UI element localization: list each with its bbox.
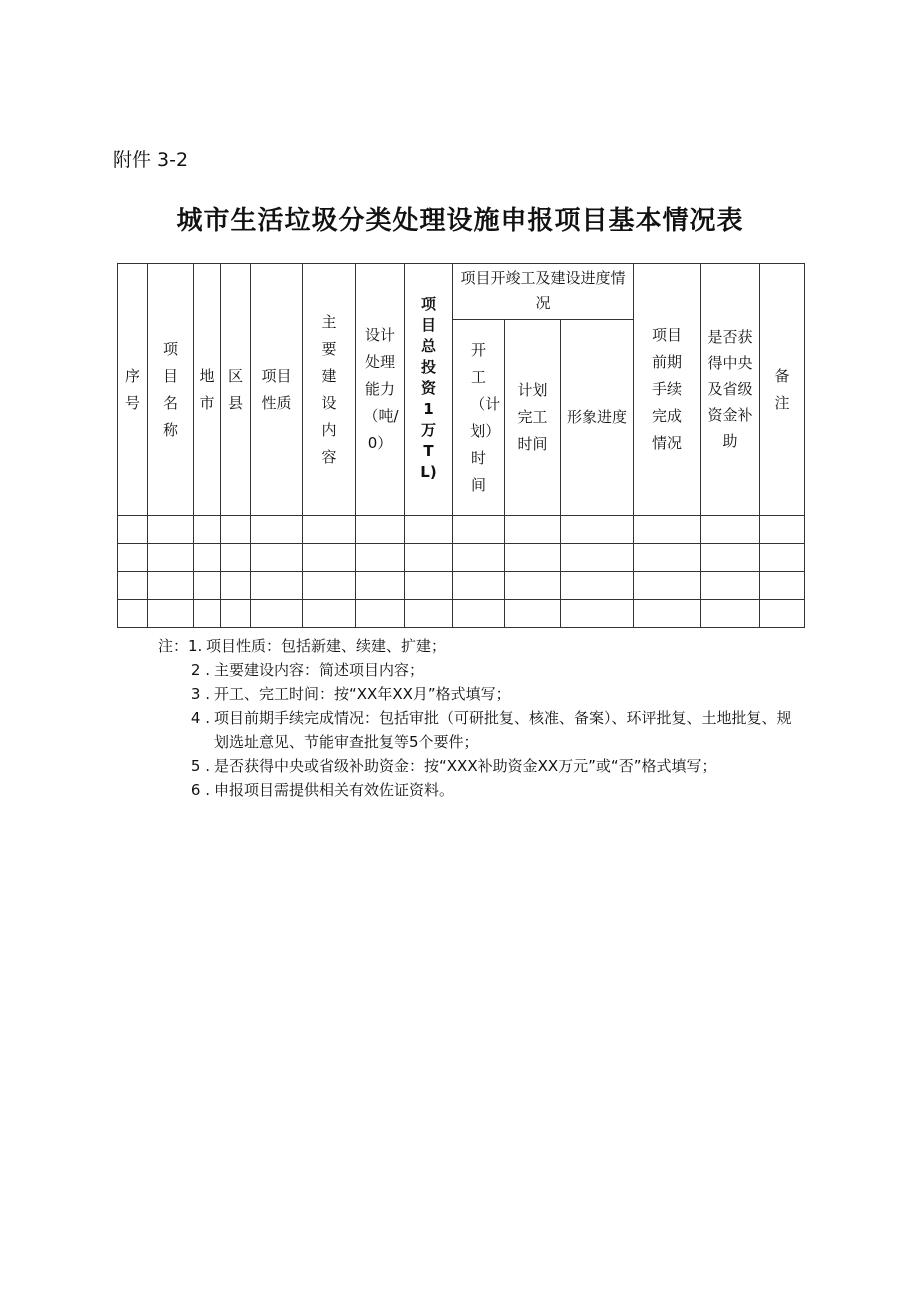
- attachment-label: 附件 3-2: [113, 149, 189, 171]
- header-nature: 项目性质: [251, 264, 303, 516]
- header-seq: 序号: [118, 264, 148, 516]
- note-item: 3 . 开工、完工时间：按“XX年XX月”格式填写；: [190, 685, 511, 703]
- project-info-table: [117, 263, 805, 628]
- header-row-1: [118, 264, 805, 320]
- header-remark: 备注: [760, 264, 805, 516]
- note-item: 5 . 是否获得中央或省级补助资金：按“XXX补助资金XX万元”或“否”格式填写；: [190, 757, 717, 775]
- header-image-progress: 形象进度: [561, 320, 634, 516]
- table-row: [118, 516, 805, 544]
- header-project-name: 项目名称: [148, 264, 194, 516]
- table-row: [118, 600, 805, 628]
- note-item: 6 . 申报项目需提供相关有效佐证资料。: [190, 781, 455, 799]
- header-county: 区县: [221, 264, 251, 516]
- note-item: 2 . 主要建设内容：简述项目内容；: [190, 661, 425, 679]
- header-procedures: 项目前期手续完成情况: [634, 264, 701, 516]
- header-start-time: 开工（计划）时间: [453, 320, 505, 516]
- table-row: [118, 544, 805, 572]
- note-item: 4 . 项目前期手续完成情况：包括审批（可研批复、核准、备案）、环评批复、土地批复、规划选址意见、节能审查批复等5个要件；: [190, 709, 792, 751]
- header-plan-end-time: 计划完工时间: [505, 320, 561, 516]
- note-item: 注：1. 项目性质：包括新建、续建、扩建；: [158, 637, 447, 655]
- notes-section: [158, 634, 806, 802]
- table-row: [118, 572, 805, 600]
- header-investment: 项目总投资1万TL): [405, 264, 453, 516]
- document-title: 城市生活垃圾分类处理设施申报项目基本情况表: [176, 206, 744, 236]
- header-subsidy: 是否获得中央及省级资金补助: [701, 264, 760, 516]
- header-progress-group: 项目开竣工及建设进度情况: [453, 264, 634, 320]
- header-content: 主要建设内容: [303, 264, 356, 516]
- header-capacity: 设计处理能力（吨/0）: [356, 264, 405, 516]
- header-city: 地市: [194, 264, 221, 516]
